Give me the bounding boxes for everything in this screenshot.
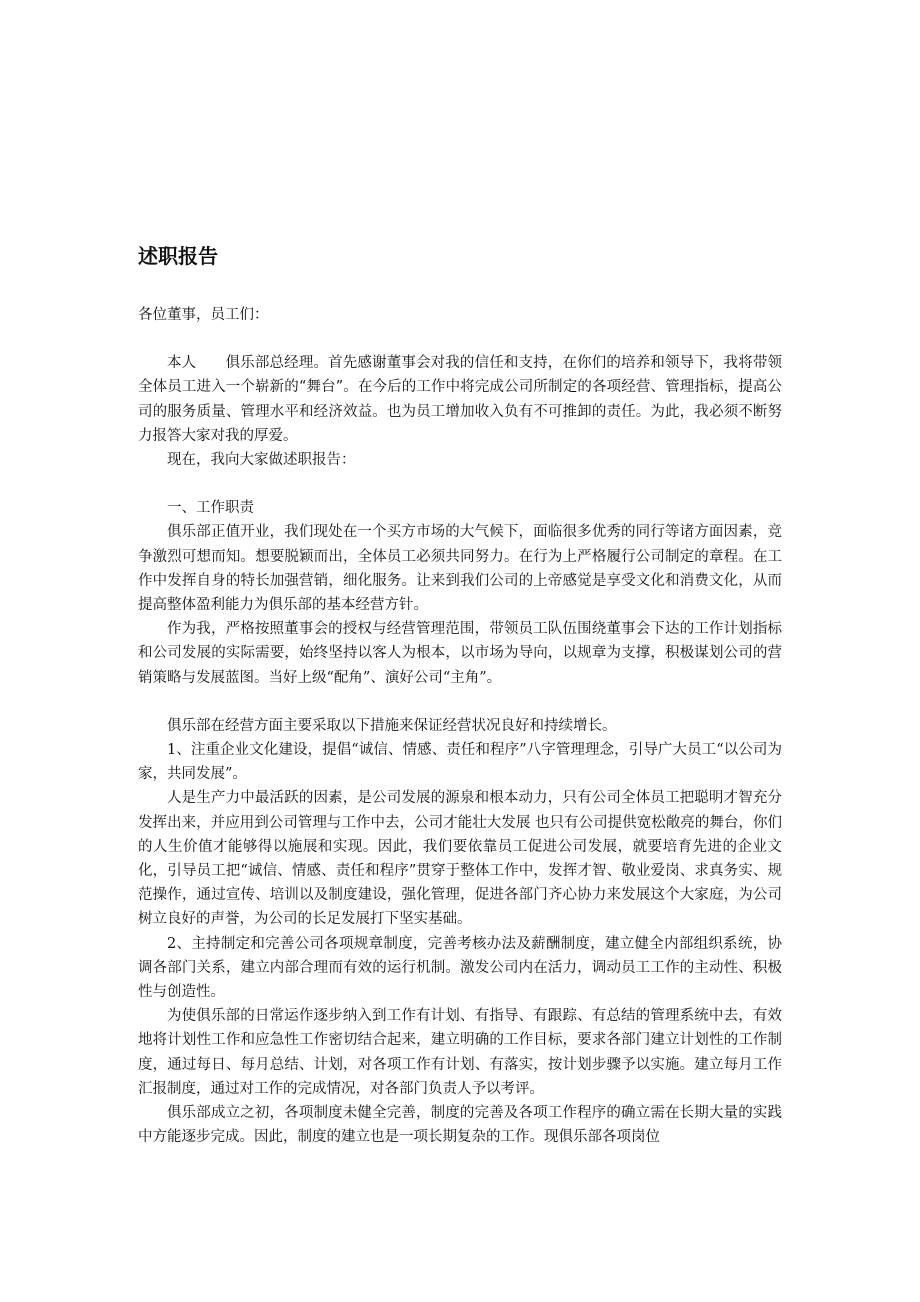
paragraph-measure-2: 2、主持制定和完善公司各项规章制度，完善考核办法及薪酬制度，建立健全内部组织系统，协调各部门关系，建立内部合理而有效的运行机制。激发公司内在活力，调动员工工作的主动性、积极性与创造性。 [138, 935, 782, 1001]
paragraph-announcement: 现在，我向大家做述职报告： [167, 452, 356, 469]
paragraph-intro: 本人 俱乐部总经理。首先感谢董事会对我的信任和支持，在你们的培养和领导下，我将带领全体员工进入一个崭新的“舞台”。在今后的工作中将完成公司所制定的各项经营、管理指标，提高公司的服务质量、管理水平和经济效益。也为员工增加收入负有不可推卸的责任。为此，我必须不断努力报答大家对我的厚爱。 [138, 355, 782, 444]
spacer [138, 327, 782, 351]
paragraph-duties-1: 俱乐部正值开业，我们现处在一个买方市场的大气候下，面临很多优秀的同行等诸方面因素，竞争激烈可想而知。想要脱颖而出，全体员工必须共同努力。在行为上严格履行公司制定的章程。在工作中发挥自身的特长加强营销，细化服务。让来到我们公司的上帝感觉是享受文化和消费文化，从而提高整体盈利能力为俱乐部的基本经营方针。 [138, 524, 782, 614]
document-body [138, 303, 782, 1150]
paragraph-measure-2-detail: 为使俱乐部的日常运作逐步纳入到工作有计划、有指导、有跟踪、有总结的管理系统中去，有效地将计划性工作和应急性工作密切结合起来，建立明确的工作目标，要求各部门建立计划性的工作制度，通过每日、每月总结、计划，对各项工作有计划、有落实，按计划步骤予以实施。建立每月工作汇报制度，通过对工作的完成情况，对各部门负责人予以考评。 [138, 1008, 782, 1097]
paragraph-measure-2-systems: 俱乐部成立之初，各项制度未健全完善，制度的完善及各项工作程序的确立需在长期大量的实践中方能逐步完成。因此，制度的建立也是一项长期复杂的工作。现俱乐部各项岗位 [138, 1105, 782, 1146]
paragraph-duties-2: 作为我，严格按照董事会的授权与经营管理范围，带领员工队伍围绕董事会下达的工作计划指标和公司发展的实际需要，始终坚持以客人为根本，以市场为导向，以规章为支撑，积极谋划公司的营销策略与发展蓝图。当好上级“配角”、演好公司“主角”。 [138, 621, 782, 686]
paragraph-measure-1: 1、注重企业文化建设，提倡“诚信、情感、责任和程序”八字管理理念，引导广大员工“以公司为家，共同发展”。 [138, 742, 782, 783]
section-heading-duties: 一、工作职责 [167, 500, 254, 517]
paragraph-measures-intro: 俱乐部在经营方面主要采取以下措施来保证经营状况良好和持续增长。 [167, 717, 617, 734]
paragraph-measure-1-detail: 人是生产力中最活跃的因素，是公司发展的源泉和根本动力，只有公司全体员工把聪明才智充分发挥出来，并应用到公司管理与工作中去，公司才能壮大发展 也只有公司提供宽松敞亮的舞台，你们的人生价值才能够得以施展和实现。因此，我们要依靠员工促进公司发展，就要培育先进的企业文化，引导员工把“诚信、情感、责任和程序”贯穿于整体工作中，发挥才智、敬业爱岗、求真务实、规范操作，通过宣传、培训以及制度建设，强化管理，促进各部门齐心协力来发展这个大家庭，为公司树立良好的声誉，为公司的长足发展打下坚实基础。 [138, 790, 782, 928]
salutation: 各位董事，员工们： [138, 307, 269, 323]
spacer [138, 690, 782, 714]
spacer [138, 472, 782, 496]
document-title: 述职报告 [138, 244, 218, 268]
